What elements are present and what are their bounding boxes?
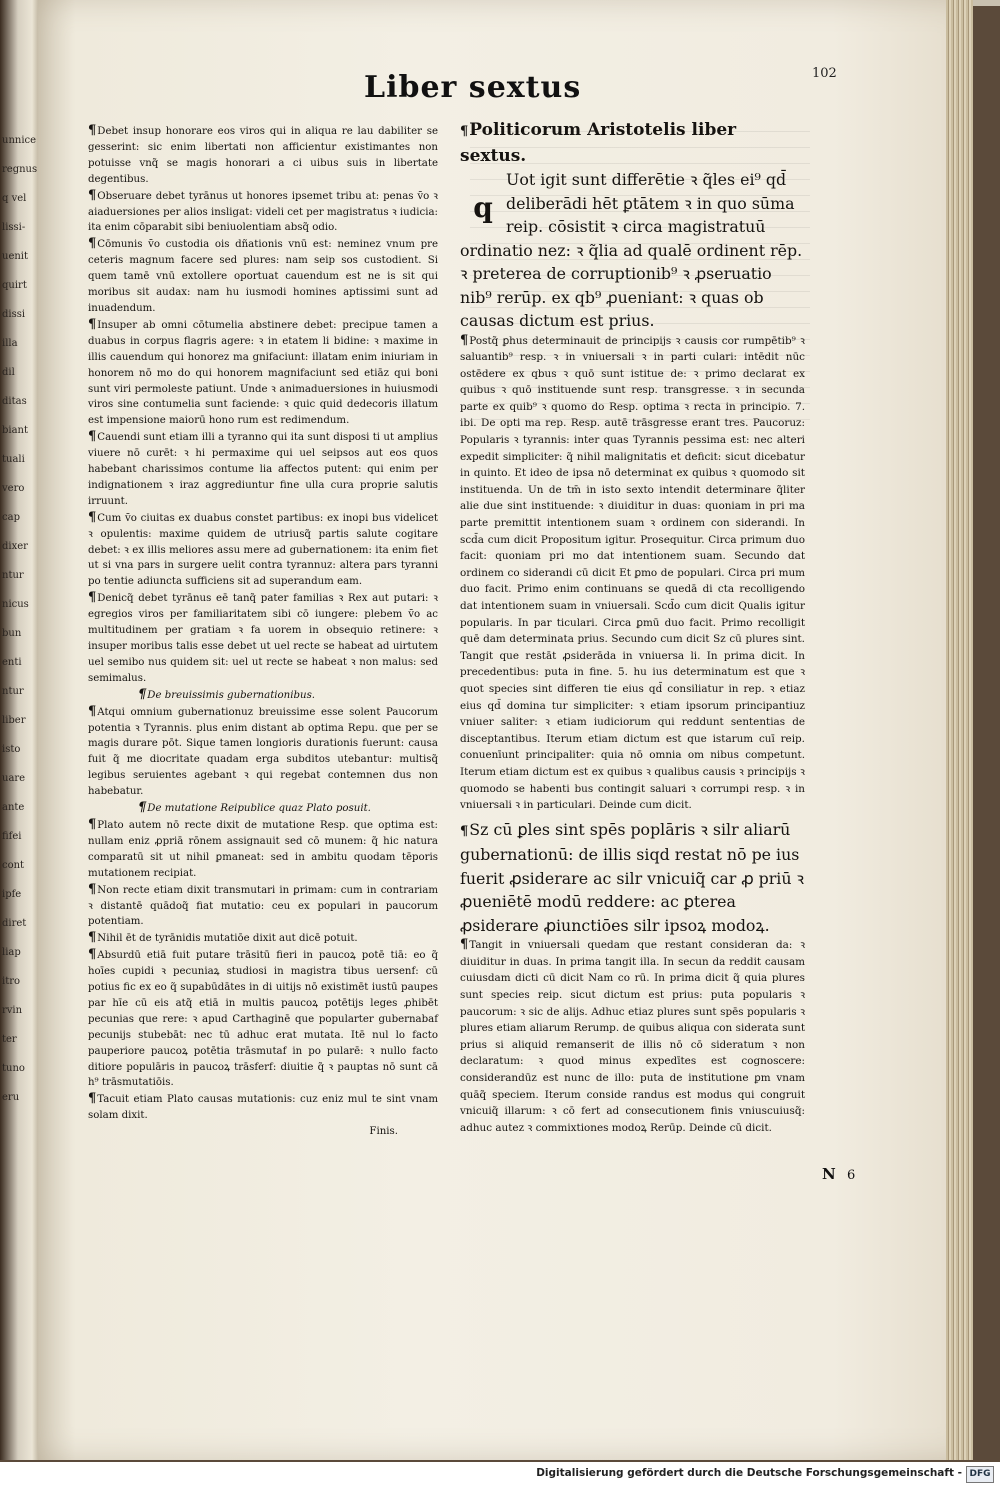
paragraph-mark-icon: ¶: [88, 236, 97, 252]
paragraph-text: Cauendi sunt etiam illi a tyranno qui ita sunt disposi ti ut amplius viuere nō curēt: ꝛ hi permaxime qui uel seipsos aut eos quos habebant charissimos contume lia affectos putent: qui enim per indignationem ꝛ iraz aggrediuntur fine ulla cura proprie salutis irruunt.: [88, 432, 438, 507]
facing-page-fragment: unnice: [2, 135, 37, 146]
paragraph-text: De mutatione Reipublice quaz Plato posuit.: [147, 803, 371, 815]
paragraph-mark-icon: ¶: [88, 930, 97, 946]
paragraph-text: Debet insup honorare eos viros qui in aliqua re lau dabiliter se gesserint: sic enim libertati non afficientur existimantes non potuisse vnq̃ se magis honorari a ci uibus suis in libertate degentibus.: [88, 126, 438, 185]
commentary-block: [460, 333, 805, 814]
facing-page-fragment: tuno: [2, 1063, 25, 1074]
paragraph-mark-icon: ¶: [460, 937, 469, 953]
facing-page-fragment: cont: [2, 860, 25, 871]
paragraph: [88, 704, 438, 800]
facing-page-edge: [0, 0, 40, 1460]
signature-mark: N: [822, 1165, 836, 1183]
facing-page-fragment: vero: [2, 483, 25, 494]
paragraph-text: Obseruare debet tyrānus ut honores ipsemet tribu at: penas v̄o ꝛ aiaduersiones per alios insligat: videli cet per magistratus ꝛ iudicia: ita enim cōparabit sibi beniuolentiam absq̃ odio.: [88, 190, 438, 234]
paragraph-text: Absurdū etiā fuit putare trāsitū fieri in paucoꝝ potē tiā: eo q̃ hoīes cupidi ꝛ pecuniaꝝ studiosi in magistra tibus uersenf: cū potius fic ex eo q̃ supabūdātes in di uitijs nō existimēt iustū paupes par hīe cū eis atq̃ etiā in multis paucoꝝ potētijs leges ꝓhibēt pecunias que rere: ꝛ apud Carthaginē que popularter gubernabaf pecunijs stubebāt: nec tū adhuc erat mutata. Itē nul lo facto pauperiore paucoꝝ potētia trāsmutaf in po pularē: ꝛ nullo facto ditiore populāris in paucoꝝ trāsferf: diuitie q̃ ꝛ pauptas nō sunt cā h⁹ trāsmutatiōis.: [88, 950, 438, 1089]
paragraph-mark-icon: ¶: [88, 429, 97, 445]
lead-text-block: [460, 168, 805, 333]
facing-page-fragment: biant: [2, 425, 29, 436]
facing-page-fragment: enti: [2, 657, 22, 668]
paragraph-text: Cōmunis v̄o custodia ois dñationis vnū est: neminez vnum pre ceteris magnum facere sed plures: nam seip sos custodient. Si quem tamē vnū extollere oportuat cauendum est ne is sit qui moribus sit audax: nam hu iusmodi homines aptissimi sunt ad inuadendum.: [88, 239, 438, 314]
paragraph-mark-icon: ¶: [460, 332, 469, 348]
paragraph: [88, 1091, 438, 1124]
left-column: [88, 123, 438, 1140]
paragraph: [88, 510, 438, 591]
funding-notice: Digitalisierung gefördert durch die Deutsche Forschungsgemeinschaft -: [536, 1467, 962, 1479]
dfg-logo: DFG: [966, 1466, 994, 1483]
text-block: [460, 818, 805, 938]
paragraph: [88, 123, 438, 188]
facing-page-fragment: ntur: [2, 570, 24, 581]
paragraph-mark-icon: ¶: [88, 881, 97, 897]
paragraph-mark-icon: ¶: [88, 123, 97, 138]
paragraph-text: Cum v̄o ciuitas ex duabus constet partibus: ex inopi bus videlicet ꝛ opulentis: maxime quidem de utriusq̃ partis salute cogitare debet: ꝛ ex illis meliores assu mere ad gubernationem: ita enim fiet ut si vna pars in surgere uelit contra tyrannuz: altera pars tyranni po tentie adiuncta sufficiens sit ad superandum eam.: [88, 512, 438, 588]
facing-page-fragment: quirt: [2, 280, 27, 291]
section-heading: [88, 800, 438, 817]
paragraph-mark-icon: ¶: [460, 124, 469, 139]
facing-page-fragment: liap: [2, 947, 21, 958]
facing-page-fragment: eru: [2, 1092, 20, 1103]
paragraph: [88, 188, 438, 237]
footer-bar: [0, 1462, 1000, 1487]
page-stack-edge: [946, 0, 973, 1460]
book-title: [460, 118, 805, 168]
paragraph-mark-icon: ¶: [138, 800, 147, 816]
paragraph-mark-icon: ¶: [460, 823, 469, 839]
facing-page-fragment: uenit: [2, 251, 29, 262]
right-column: [460, 118, 805, 1136]
paragraph: [88, 930, 438, 947]
facing-page-fragment: dil: [2, 367, 15, 378]
facing-page-fragment: liber: [2, 715, 26, 726]
paragraph: [88, 590, 438, 686]
section-heading: [88, 687, 438, 704]
folio-number: 102: [812, 66, 837, 81]
facing-page-fragment: dissi: [2, 309, 26, 320]
signature-number: 6: [847, 1168, 856, 1183]
paragraph: [88, 429, 438, 510]
paragraph-text: Denicq̃ debet tyrānus eē tanq̃ pater familias ꝛ Rex aut putari: ꝛ egregios viros per familiaritatem sibi cō iungere: plebem v̄o ac multitudinem per gratiam ꝛ fa uorem in obsequio retinere: ꝛ insuper moribus talis esse debet ut uel recte se habeat ad uirtutem uel semibo nus quidem sit: uel ut recte se habeat ꝛ non malus: sed semimalus.: [88, 593, 438, 684]
facing-page-fragment: illa: [2, 338, 18, 349]
text-block-text: Sz cū ꝑles sint spēs poplāris ꝛ silr aliarū gubernationū: de illis siqd restat nō pe ius fuerit ꝓsiderare ac silr vnicuiq̃ car ꝓ priū ꝛ ꝓueniētē modū reddere: ac ꝑterea ꝓsiderare ꝓiunctiōes silr ipsoꝝ modoꝝ.: [460, 819, 805, 935]
paragraph: [88, 317, 438, 429]
facing-page-fragment: nicus: [2, 599, 29, 610]
facing-page-fragment: uare: [2, 773, 26, 784]
facing-page-fragment: tuali: [2, 454, 25, 465]
facing-page-fragment: lissi-: [2, 222, 26, 233]
paragraph-mark-icon: ¶: [88, 316, 97, 332]
facing-page-fragment: ditas: [2, 396, 27, 407]
paragraph-mark-icon: ¶: [88, 816, 97, 832]
paragraph-mark-icon: ¶: [88, 703, 97, 719]
paragraph-text: Insuper ab omni cōtumelia abstinere debet: precipue tamen a duabus in corpus flagris agere: ꝛ in etatem li bidine: ꝛ maxime in illis cauendum qui honorez ma gnifaciunt: illatam enim iniuriam in honorem nō mo do qui honorem magnifaciunt sed etiāz qui boni sunt viri permoleste patiunt. Unde ꝛ animaduersiones in huiusmodi viros sine contumelia sunt faciende: ꝛ quic quid dedecoris illatum est impensione maiorū hono rum est redimendum.: [88, 319, 438, 427]
facing-page-fragment: itro: [2, 976, 21, 987]
paragraph-mark-icon: ¶: [88, 187, 97, 203]
facing-page-fragment: rvin: [2, 1005, 23, 1016]
facing-page-fragment: ante: [2, 802, 25, 813]
facing-page-fragment: ntur: [2, 686, 24, 697]
facing-page-fragment: diret: [2, 918, 27, 929]
paragraph-mark-icon: ¶: [88, 1091, 97, 1107]
paragraph-text: Tacuit etiam Plato causas mutationis: cuz eniz mul te sint vnam solam dixit.: [88, 1094, 438, 1122]
commentary-block: [460, 937, 805, 1136]
paragraph: [88, 947, 438, 1091]
facing-page-fragment: cap: [2, 512, 20, 523]
paragraph-text: Nihil ēt de tyrānidis mutatiōe dixit aut dicē potuit.: [97, 933, 358, 945]
paragraph: [88, 882, 438, 931]
book-title-text: Politicorum Aristotelis liber sextus.: [460, 120, 737, 166]
paragraph-text: Finis.: [369, 1126, 398, 1138]
paragraph-mark-icon: ¶: [88, 947, 97, 963]
facing-page-fragment: regnus: [2, 164, 38, 175]
facing-page-fragment: fifei: [2, 831, 22, 842]
facing-page-fragment: q vel: [2, 193, 27, 204]
running-head: Liber sextus: [364, 70, 582, 105]
paragraph-text: Non recte etiam dixit transmutari in ꝑrimam: cum in contrariam ꝛ distantē quādoq̃ fiat mutatio: ceu ex populari in paucorum potentiam.: [88, 884, 438, 928]
paragraph-text: Plato autem nō recte dixit de mutatione Resp. que optima est: nullam eniz ꝓpriā rōnem assignauit sed cō munem: q̃ hic natura comparatū sit ut nihil ꝑmaneat: sed in ambitu quodam tēporis mutationem recipiat.: [88, 819, 438, 879]
paragraph-mark-icon: ¶: [88, 590, 97, 606]
paragraph-text: Atqui omnium gubernationuz breuissime esse solent Paucorum potentia ꝛ Tyrannis. plus enim distant ab optima Repu. que per se magis durare pōt. Sique tamen longioris durationis fuerunt: causa fuit q̃ me diocritate quadam erga subditos utebantur: multisq̃ legibus seruientes agebant ꝛ qui regebat contemnen dus non habebatur.: [88, 706, 438, 798]
paragraph: [88, 817, 438, 882]
paragraph-mark-icon: ¶: [88, 509, 97, 525]
facing-page-fragment: dixer: [2, 541, 28, 552]
commentary-text: Tangit in vniuersali quedam que restant consideran da: ꝛ diuiditur in duas. In prima tangit illa. In secun da reddit causam cuiusdam dicti cū dicit Nam co rū. In prima dicit q̃ quia plures sunt species reip. sicut dictum est prius: puta popularis ꝛ paucorum: ꝛ sic de alijs. Adhuc etiaz plures sunt spēs popularis ꝛ plures etiam aliarum Rerump. de quibus aliqua con siderata sunt prius si aliquid remanserit de illis nō cō sideratum ꝛ non declaratum: ꝛ quod minus expedītes est cognoscere: considerandūz est nunc de illo: puta de institutione ꝑm vnam quāq̃ speciem. Iterum conside randus est modus qui congruit vnicuiq̃ illarum: ꝛ cō fert ad consecutionem finis vniuscuiusq̃: adhuc autez ꝛ commixtiones modoꝝ Rerūp. Deinde cū dicit.: [460, 939, 805, 1134]
facing-page-fragment: isto: [2, 744, 21, 755]
paragraph: [88, 236, 438, 317]
facing-page-fragment: bun: [2, 628, 22, 639]
paragraph-text: De breuissimis gubernationibus.: [147, 689, 316, 701]
facing-page-fragment: ter: [2, 1034, 17, 1045]
paragraph-mark-icon: ¶: [138, 686, 147, 702]
finis-mark: [88, 1124, 438, 1140]
lead-text: Uot igit sunt differētie ꝛ q̃les ei⁹ qd̄ deliberādi hēt ꝑtātem ꝛ in quo sūma reip. cōsistit ꝛ circa magistratuū ordinatio nez: ꝛ q̃lia ad qualē ordinent rēp. ꝛ preterea de corruptionib⁹ ꝛ ꝓseruatio nib⁹ rerūp. ex qb⁹ ꝓueniant: ꝛ quas ob causas dictum est prius.: [460, 170, 803, 330]
facing-page-fragment: ipfe: [2, 889, 22, 900]
initial-letter: q: [473, 191, 493, 224]
commentary-text: Postq̃ ꝑhus determinauit de principijs ꝛ causis cor rumpētib⁹ ꝛ saluantib⁹ resp. ꝛ in vniuersali ꝛ in parti culari: intēdit nūc ostēdere ex qbus ꝛ quō sunt istitue de: ꝛ primo declarat ex quibus ꝛ quō instituende sunt resp. transgresse. ꝛ in secunda parte ex quib⁹ ꝛ quomo do Resp. optima ꝛ recta in principio. 7. ibi. De opti ma rep. Resp. autē trāsgresse erant tres. Paucoruz: Popularis ꝛ tyrannis: inter quas Tyrannis pessima est: nec alteri expedit simpliciter: q̃ nihil malignitatis et deficit: sicut dicebatur in quinto. Et ideo de ipsa nō determinat ex quibus ꝛ quomodo sit instituenda. Un de tm̄ in isto sexto intendit determinare q̃liter alie due sint instituende: ꝛ diuiditur in duas: quoniam in pri ma parte premittit intentionem suam ꝛ ordinem con siderandi. In scd̄a cum dicit Propositum igitur. Prosequitur. Circa primum duo facit: quoniam pri mo dat intentionem suam. Secundo dat ordinem co siderandi cū dicit Et ꝑmo de populari. Circa pri mum duo facit. Primo enim continuans se quedā di cta recolligendo dat intentionem suam in vniuersali. Scd̄o cum dicit Qualis igitur popularis. In par ticulari. Circa ꝑmū duo facit. Primo recolligit quē dam determinata prius. Secundo cum dicit Sz cū plures sint. Tangit que restāt ꝓsiderāda in vniuersa li. In prima dicit. In precedentibus: puta in fine. 5. hu ius determinatum est que ꝛ quot species sint differen tie eius qd̄ consiliatur in rep. ꝛ etiaz eius qd̄ domina tur simpliciter: ꝛ etiam ipsorum principantiuz vniuer saliter: ꝛ etiam iudiciorum qui reddunt sententias de disceptantibus. Iterum etiam dictum est que istarum cuī reip. conuenīunt principaliter: quia nō omnia om nibus competunt. Iterum etiam dictum est ex quibus ꝛ qualibus causis ꝛ principijs ꝛ quomodo se habenti bus contingit saluari ꝛ corrumpi resp. ꝛ in vniuersali ꝛ in particulari. Deinde cum dicit.: [460, 334, 805, 812]
